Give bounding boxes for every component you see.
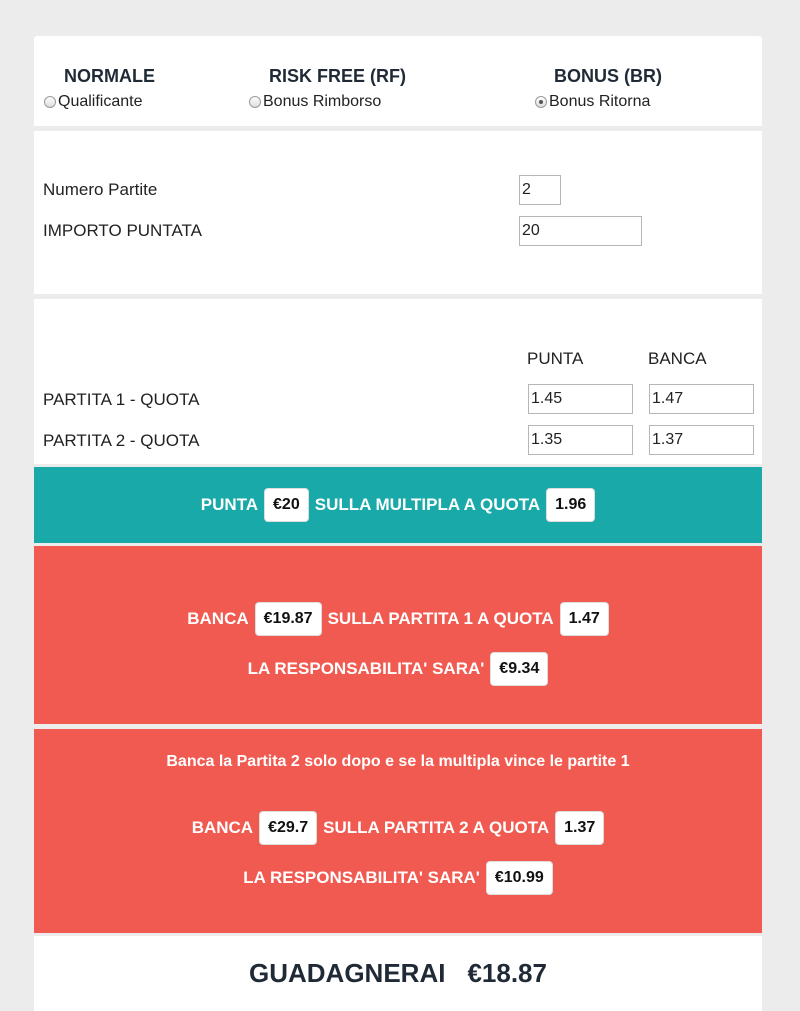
settings-panel [34,131,762,294]
mode-title-normale: NORMALE [64,66,155,86]
lay-1-odds: 1.47 [560,602,609,636]
lay-match-2-panel [34,729,762,933]
stake-label: IMPORTO PUNTATA [43,221,202,240]
lay-2-row [34,811,762,845]
stake-input[interactable] [519,216,642,246]
match-2-punta-input[interactable] [528,425,633,455]
radio-bonus-rimborso[interactable] [249,93,381,111]
match-1-banca-input[interactable] [649,384,754,414]
profit-label: GUADAGNERAI [249,958,446,988]
back-bet-middle: SULLA MULTIPLA A QUOTA [314,495,541,514]
matches-input[interactable] [519,175,561,205]
back-bet-prefix: PUNTA [200,495,259,514]
radio-checked-icon[interactable] [535,96,547,108]
lay-1-liability-row [34,652,762,686]
profit-amount: €18.87 [467,958,547,988]
back-bet-banner [34,467,762,543]
column-header-banca: BANCA [648,349,707,368]
back-bet-odds: 1.96 [546,488,595,522]
lay-2-liability-label: LA RESPONSABILITA' SARA' [243,868,480,887]
odds-panel [34,299,762,464]
mode-title-risk-free: RISK FREE (RF) [269,66,406,86]
match-1-label: PARTITA 1 - QUOTA [43,390,200,409]
match-2-label: PARTITA 2 - QUOTA [43,431,200,450]
lay-match-1-panel [34,546,762,724]
back-bet-amount: €20 [264,488,309,522]
column-header-punta: PUNTA [527,349,584,368]
lay-2-liability-row [34,861,762,895]
match-1-punta-input[interactable] [528,384,633,414]
lay-2-odds: 1.37 [555,811,604,845]
calculator [34,36,762,1011]
lay-1-row [34,602,762,636]
radio-label-qualificante: Qualificante [58,93,143,110]
lay-1-middle: SULLA PARTITA 1 A QUOTA [327,609,554,628]
lay-2-amount: €29.7 [259,811,317,845]
radio-bonus-ritorna[interactable] [535,93,650,111]
lay-1-liability-label: LA RESPONSABILITA' SARA' [247,659,485,678]
matches-label: Numero Partite [43,180,158,199]
lay-2-prefix: BANCA [191,818,254,837]
radio-label-bonus-rimborso: Bonus Rimborso [263,93,382,110]
profit-result [34,936,762,1011]
radio-qualificante[interactable] [44,93,143,111]
mode-title-bonus: BONUS (BR) [554,66,662,86]
lay-1-amount: €19.87 [255,602,322,636]
lay-2-middle: SULLA PARTITA 2 A QUOTA [323,818,550,837]
radio-label-bonus-ritorna: Bonus Ritorna [549,93,651,110]
mode-selector [34,36,762,126]
radio-unchecked-icon[interactable] [44,96,56,108]
lay-2-note: Banca la Partita 2 solo dopo e se la multipla vince le partite 1 [166,753,630,770]
lay-1-liability: €9.34 [490,652,548,686]
radio-unchecked-icon[interactable] [249,96,261,108]
match-2-banca-input[interactable] [649,425,754,455]
lay-2-liability: €10.99 [486,861,553,895]
lay-1-prefix: BANCA [187,609,249,628]
